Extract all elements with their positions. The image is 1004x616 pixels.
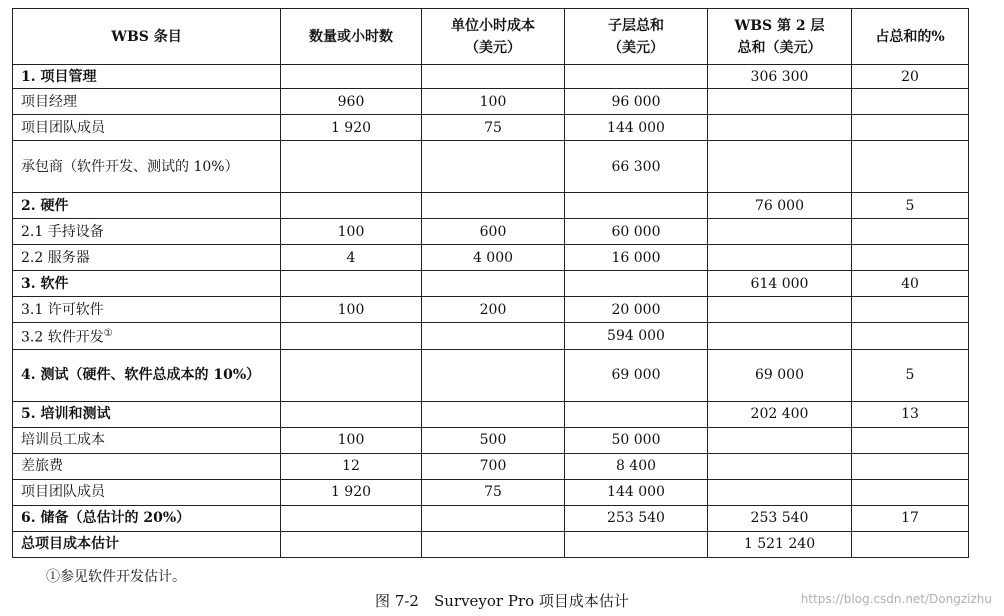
row-percent: 17 <box>852 505 969 531</box>
row-item: 项目经理 <box>13 89 281 115</box>
cost-estimate-sheet <box>12 8 968 558</box>
header-percent: 占总和的% <box>852 9 969 65</box>
row-percent <box>852 115 969 141</box>
row-subtotal: 144 000 <box>565 115 708 141</box>
row-percent <box>852 141 969 193</box>
row-percent <box>852 219 969 245</box>
row-level2-total <box>708 453 852 479</box>
row-quantity: 100 <box>281 427 422 453</box>
table-row <box>13 115 969 141</box>
row-subtotal: 66 300 <box>565 141 708 193</box>
table-row <box>13 141 969 193</box>
row-unit-cost: 75 <box>422 115 565 141</box>
row-item: 2.2 服务器 <box>13 245 281 271</box>
row-item: 3.1 许可软件 <box>13 297 281 323</box>
row-level2-total <box>708 219 852 245</box>
row-subtotal <box>565 401 708 427</box>
row-unit-cost <box>422 65 565 89</box>
row-quantity <box>281 65 422 89</box>
row-item: 2.1 手持设备 <box>13 219 281 245</box>
row-item: 项目团队成员 <box>13 479 281 505</box>
row-percent: 5 <box>852 349 969 401</box>
cost-estimate-table <box>12 8 969 558</box>
row-item: 总项目成本估计 <box>13 531 281 557</box>
row-percent <box>852 297 969 323</box>
footnote: ①参见软件开发估计。 <box>46 569 186 585</box>
row-level2-total: 253 540 <box>708 505 852 531</box>
row-item: 承包商（软件开发、测试的 10%） <box>13 141 281 193</box>
table-row-total <box>13 531 969 557</box>
row-level2-total <box>708 427 852 453</box>
row-subtotal <box>565 271 708 297</box>
row-unit-cost <box>422 531 565 557</box>
row-quantity <box>281 401 422 427</box>
row-subtotal <box>565 193 708 219</box>
row-item: 培训员工成本 <box>13 427 281 453</box>
watermark: https://blog.csdn.net/Dongzizhu <box>800 592 992 606</box>
header-level2-total: WBS 第 2 层 总和（美元） <box>708 9 852 65</box>
row-quantity: 4 <box>281 245 422 271</box>
header-unit-cost: 单位小时成本 （美元） <box>422 9 565 65</box>
row-percent <box>852 427 969 453</box>
row-unit-cost <box>422 193 565 219</box>
row-subtotal: 20 000 <box>565 297 708 323</box>
row-subtotal: 96 000 <box>565 89 708 115</box>
row-level2-total: 614 000 <box>708 271 852 297</box>
row-subtotal: 144 000 <box>565 479 708 505</box>
row-unit-cost <box>422 401 565 427</box>
table-row <box>13 453 969 479</box>
table-row <box>13 271 969 297</box>
row-level2-total <box>708 297 852 323</box>
row-percent <box>852 245 969 271</box>
row-percent <box>852 479 969 505</box>
row-quantity <box>281 505 422 531</box>
table-row <box>13 245 969 271</box>
row-item: 项目团队成员 <box>13 115 281 141</box>
row-level2-total: 202 400 <box>708 401 852 427</box>
table-row <box>13 401 969 427</box>
row-level2-total <box>708 245 852 271</box>
row-subtotal: 594 000 <box>565 323 708 350</box>
row-quantity <box>281 193 422 219</box>
row-subtotal: 50 000 <box>565 427 708 453</box>
row-item: 2. 硬件 <box>13 193 281 219</box>
footnote-marker: ① <box>103 328 113 339</box>
header-subtotal: 子层总和 （美元） <box>565 9 708 65</box>
row-quantity <box>281 323 422 350</box>
table-row <box>13 323 969 350</box>
row-level2-total <box>708 479 852 505</box>
row-level2-total <box>708 115 852 141</box>
row-percent: 20 <box>852 65 969 89</box>
row-level2-total: 1 521 240 <box>708 531 852 557</box>
row-level2-total <box>708 323 852 350</box>
table-row <box>13 505 969 531</box>
row-quantity: 960 <box>281 89 422 115</box>
row-subtotal: 16 000 <box>565 245 708 271</box>
row-item: 差旅费 <box>13 453 281 479</box>
row-quantity <box>281 531 422 557</box>
table-row <box>13 427 969 453</box>
table-row <box>13 89 969 115</box>
table-row <box>13 349 969 401</box>
row-quantity: 100 <box>281 219 422 245</box>
header-quantity: 数量或小时数 <box>281 9 422 65</box>
row-quantity: 1 920 <box>281 115 422 141</box>
table-row <box>13 193 969 219</box>
row-quantity: 100 <box>281 297 422 323</box>
row-unit-cost <box>422 271 565 297</box>
table-row <box>13 297 969 323</box>
row-subtotal: 69 000 <box>565 349 708 401</box>
table-row <box>13 479 969 505</box>
row-subtotal: 60 000 <box>565 219 708 245</box>
row-item: 3. 软件 <box>13 271 281 297</box>
row-unit-cost: 700 <box>422 453 565 479</box>
row-percent <box>852 89 969 115</box>
row-percent: 40 <box>852 271 969 297</box>
row-unit-cost: 4 000 <box>422 245 565 271</box>
row-item: 3.2 软件开发① <box>13 323 281 350</box>
row-subtotal <box>565 531 708 557</box>
row-unit-cost <box>422 323 565 350</box>
row-quantity: 12 <box>281 453 422 479</box>
row-unit-cost <box>422 141 565 193</box>
header-row <box>13 9 969 65</box>
row-unit-cost <box>422 349 565 401</box>
row-level2-total <box>708 89 852 115</box>
row-level2-total: 69 000 <box>708 349 852 401</box>
row-quantity <box>281 349 422 401</box>
row-subtotal: 8 400 <box>565 453 708 479</box>
row-unit-cost: 100 <box>422 89 565 115</box>
row-subtotal: 253 540 <box>565 505 708 531</box>
row-unit-cost: 500 <box>422 427 565 453</box>
row-level2-total: 306 300 <box>708 65 852 89</box>
row-quantity <box>281 141 422 193</box>
row-unit-cost: 75 <box>422 479 565 505</box>
row-percent <box>852 531 969 557</box>
row-unit-cost: 600 <box>422 219 565 245</box>
row-percent <box>852 323 969 350</box>
row-item: 6. 储备（总估计的 20%） <box>13 505 281 531</box>
row-quantity: 1 920 <box>281 479 422 505</box>
row-level2-total: 76 000 <box>708 193 852 219</box>
row-level2-total <box>708 141 852 193</box>
header-wbs-item: WBS 条目 <box>13 9 281 65</box>
row-quantity <box>281 271 422 297</box>
row-unit-cost: 200 <box>422 297 565 323</box>
row-item: 1. 项目管理 <box>13 65 281 89</box>
row-percent <box>852 453 969 479</box>
table-row <box>13 65 969 89</box>
table-row <box>13 219 969 245</box>
row-percent: 13 <box>852 401 969 427</box>
figure-caption: 图 7-2 Surveyor Pro 项目成本估计 <box>375 592 629 610</box>
row-item: 4. 测试（硬件、软件总成本的 10%） <box>13 349 281 401</box>
row-subtotal <box>565 65 708 89</box>
row-unit-cost <box>422 505 565 531</box>
row-percent: 5 <box>852 193 969 219</box>
row-item: 5. 培训和测试 <box>13 401 281 427</box>
